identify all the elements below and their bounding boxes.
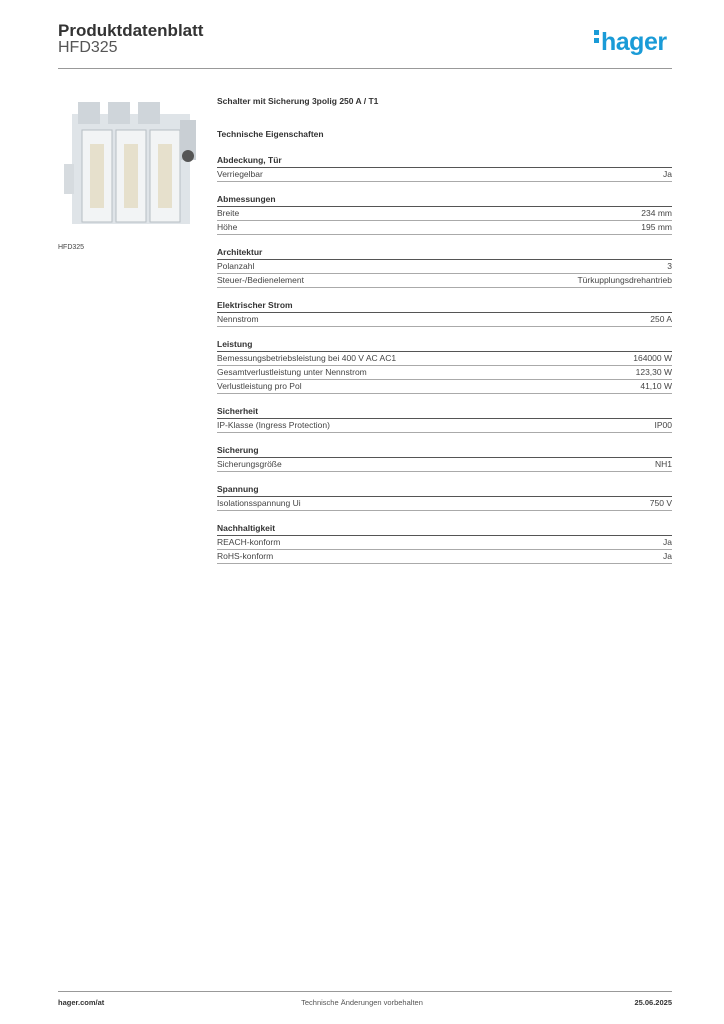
logo-dots-icon [594,30,599,46]
property-value: 123,30 W [635,367,672,377]
property-row [217,274,672,288]
product-image [58,94,201,236]
property-row [217,168,672,182]
property-row [217,366,672,380]
property-label: Polanzahl [217,261,255,271]
property-value: 250 A [650,314,672,324]
property-section [217,484,672,511]
property-value: 750 V [649,498,672,508]
property-row [217,352,672,366]
property-value: Ja [663,551,672,561]
property-label: RoHS-konform [217,551,274,561]
property-row [217,550,672,564]
property-section [217,445,672,472]
footer-notice: Technische Änderungen vorbehalten [301,998,423,1007]
page-title: Produktdatenblatt [58,21,204,40]
property-label: REACH-konform [217,537,281,547]
section-heading: Sicherheit [217,406,672,419]
property-value: Ja [663,169,672,179]
property-section [217,339,672,394]
section-heading: Architektur [217,247,672,260]
property-row [217,313,672,327]
hager-logo [594,28,667,57]
image-caption: HFD325 [58,244,85,251]
footer-website: hager.com/at [58,998,105,1007]
section-heading: Elektrischer Strom [217,300,672,313]
header-divider [58,68,672,69]
property-value: 234 mm [641,208,672,218]
property-section [217,406,672,433]
property-value: 41,10 W [640,381,672,391]
section-heading: Sicherung [217,445,672,458]
property-value: 195 mm [641,222,672,232]
product-code: HFD325 [58,39,118,56]
section-heading: Abdeckung, Tür [217,155,672,168]
property-label: Steuer-/Bedienelement [217,275,304,285]
section-heading: Leistung [217,339,672,352]
footer-date: 25.06.2025 [634,998,672,1007]
property-value: Ja [663,537,672,547]
property-section [217,523,672,564]
property-section [217,194,672,235]
property-value: 3 [667,261,672,271]
property-value: IP00 [654,420,672,430]
property-row [217,458,672,472]
property-label: Nennstrom [217,314,259,324]
product-data-sheet [217,96,672,564]
property-label: IP-Klasse (Ingress Protection) [217,420,330,430]
property-label: Verlustleistung pro Pol [217,381,302,391]
property-label: Höhe [217,222,238,232]
property-label: Verriegelbar [217,169,263,179]
product-name: Schalter mit Sicherung 3polig 250 A / T1 [217,96,379,106]
section-heading: Nachhaltigkeit [217,523,672,536]
property-section [217,247,672,288]
property-section [217,155,672,182]
property-row [217,419,672,433]
property-value: 164000 W [633,353,672,363]
property-row [217,221,672,235]
property-label: Gesamtverlustleistung unter Nennstrom [217,367,367,377]
property-row [217,497,672,511]
property-row [217,380,672,394]
footer-divider [58,991,672,992]
property-label: Bemessungsbetriebsleistung bei 400 V AC AC1 [217,353,397,363]
properties-table [217,155,672,564]
property-value: Türkupplungsdrehantrieb [577,275,672,285]
property-row [217,260,672,274]
property-label: Isolationsspannung Ui [217,498,301,508]
property-label: Sicherungsgröße [217,459,282,469]
section-heading: Abmessungen [217,194,672,207]
property-section [217,300,672,327]
property-row [217,207,672,221]
technical-properties-heading: Technische Eigenschaften [217,129,324,139]
logo-text: hager [601,28,667,56]
property-row [217,536,672,550]
section-heading: Spannung [217,484,672,497]
property-value: NH1 [654,459,672,469]
property-label: Breite [217,208,240,218]
